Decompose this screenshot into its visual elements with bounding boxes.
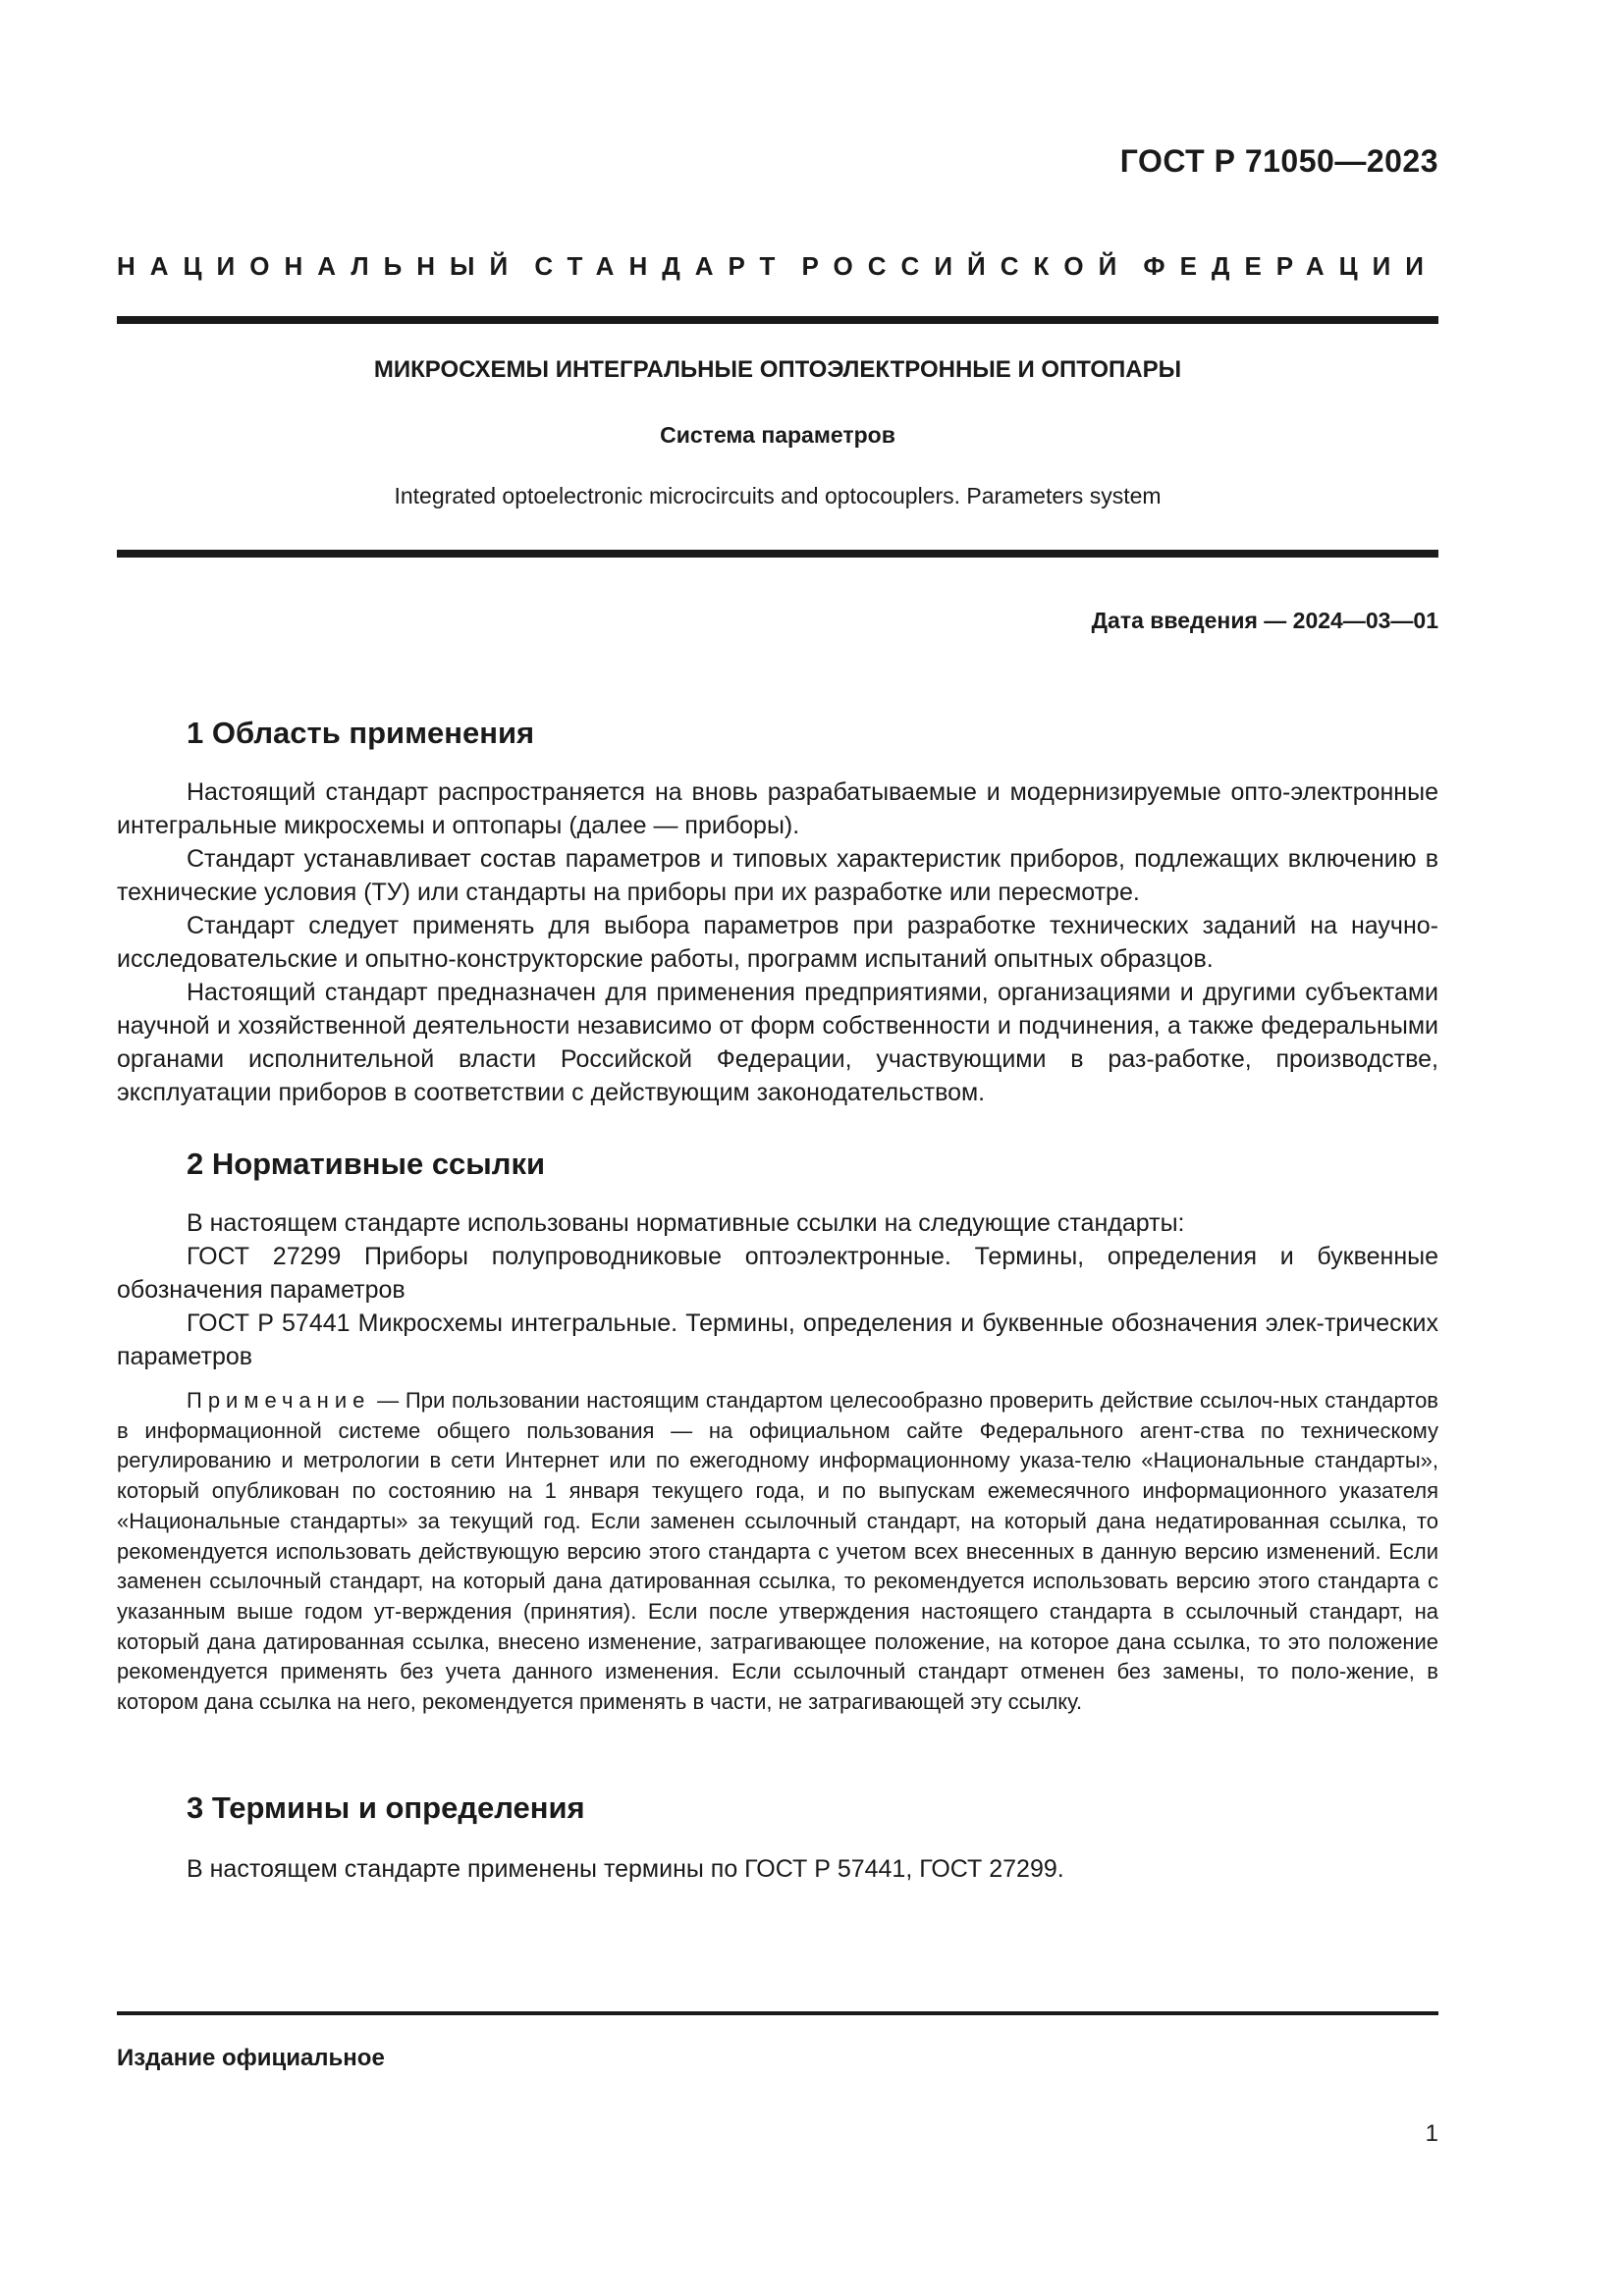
divider-footer xyxy=(117,2011,1438,2015)
note-text: — При пользовании настоящим стандартом целесообразно проверить действие ссылоч-ных стандартов в информационной системе общего пользования — на официальном сайте Федерального агент-ства по техническому регулированию и метрологии в сети Интернет или по ежегодному информационному указа-телю «Национальные стандарты», который опубликован по состоянию на 1 января текущего года, и по выпускам ежемесячного информационного указателя «Национальные стандарты» за текущий год. Если заменен ссылочный стандарт, на который дана недатированная ссылка, то рекомендуется использовать действующую версию этого стандарта с учетом всех внесенных в данную версию изменений. Если заменен ссылочный стандарт, на который дана датированная ссылка, то рекомендуется использовать версию этого стандарта с указанным выше годом ут-верждения (принятия). Если после утверждения настоящего стандарта в ссылочный стандарт, на который дана датированная ссылка, внесено изменение, затрагивающее положение, на которое дана ссылка, то это положение рекомендуется применять без учета данного изменения. Если ссылочный стандарт отменен без замены, то поло-жение, в котором дана ссылка на него, рекомендуется применять в части, не затрагивающей эту ссылку. xyxy=(117,1388,1438,1715)
paragraph: В настоящем стандарте использованы нормативные ссылки на следующие стандарты: xyxy=(187,1209,1185,1237)
section-heading-references: 2 Нормативные ссылки xyxy=(187,1147,546,1181)
note-block xyxy=(117,1386,1438,1718)
page-number: 1 xyxy=(1425,2120,1438,2147)
introduction-date: Дата введения — 2024—03—01 xyxy=(1091,608,1438,633)
section-heading-terms: 3 Термины и определения xyxy=(187,1790,585,1825)
official-edition-label: Издание официальное xyxy=(117,2045,385,2071)
banner-word: СТАНДАРТ xyxy=(534,251,790,281)
divider-top xyxy=(117,316,1438,324)
paragraph: ГОСТ Р 57441 Микросхемы интегральные. Термины, определения и буквенные обозначения элек-трических параметров xyxy=(117,1309,1438,1370)
banner-word: НАЦИОНАЛЬНЫЙ xyxy=(117,251,523,281)
paragraph: ГОСТ 27299 Приборы полупроводниковые оптоэлектронные. Термины, определения и буквенные обозначения параметров xyxy=(117,1243,1438,1304)
national-standard-banner xyxy=(117,251,1438,282)
document-title-english: Integrated optoelectronic microcircuits and optocouplers. Parameters system xyxy=(394,483,1162,508)
paragraph: Стандарт устанавливает состав параметров и типовых характеристик приборов, подлежащих включению в технические условия (ТУ) или стандарты на приборы при их разработке или пересмотре. xyxy=(117,845,1438,906)
document-title: МИКРОСХЕМЫ ИНТЕГРАЛЬНЫЕ ОПТОЭЛЕКТРОННЫЕ И ОПТОПАРЫ xyxy=(373,356,1182,383)
paragraph: Настоящий стандарт предназначен для применения предприятиями, организациями и другими субъектами научной и хозяйственной деятельности независимо от форм собственности и подчинения, а также федеральными органами исполнительной власти Российской Федерации, участвующими в раз-работке, производстве, эксплуатации приборов в соответствии с действующим законодательством. xyxy=(117,979,1438,1106)
banner-word: ФЕДЕРАЦИИ xyxy=(1143,251,1438,281)
document-number: ГОСТ Р 71050—2023 xyxy=(1119,143,1438,179)
section-heading-scope: 1 Область применения xyxy=(187,716,535,750)
banner-word: РОССИЙСКОЙ xyxy=(801,251,1132,281)
document-subtitle: Система параметров xyxy=(660,422,895,448)
paragraph: В настоящем стандарте применены термины по ГОСТ Р 57441, ГОСТ 27299. xyxy=(187,1855,1064,1883)
document-page xyxy=(117,0,1438,2296)
divider-title xyxy=(117,550,1438,558)
paragraph: Настоящий стандарт распространяется на вновь разрабатываемые и модернизируемые опто-электронные интегральные микросхемы и оптопары (далее — приборы). xyxy=(117,778,1438,839)
note-label: Примечание xyxy=(187,1388,371,1413)
paragraph: Стандарт следует применять для выбора параметров при разработке технических заданий на научно-исследовательские и опытно-конструкторские работы, программ испытаний опытных образцов. xyxy=(117,912,1438,973)
